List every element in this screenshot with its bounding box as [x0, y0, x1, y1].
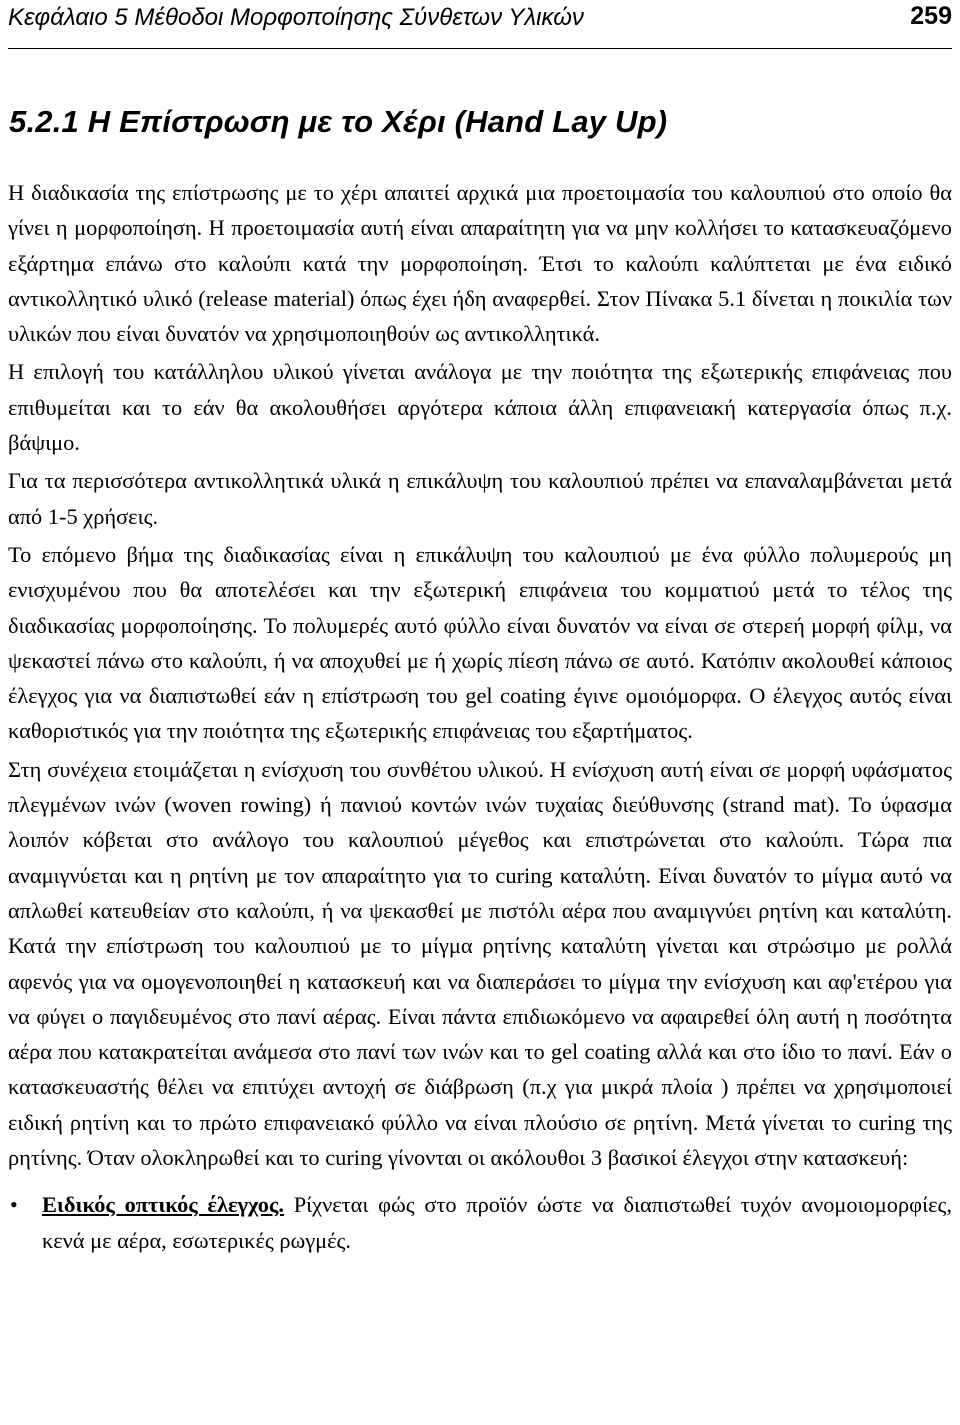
paragraph-material-selection: Η επιλογή του κατάλληλου υλικού γίνεται ανάλογα με την ποιότητα της εξωτερικής επιφάνειας που επιθυμείται και το εάν θα ακολουθήσει αργότερα κάποια άλλη επιφανειακή κατεργασία όπως π.χ. βάψιμο.: [8, 359, 952, 456]
chapter-title: Κεφάλαιο 5 Μέθοδοι Μορφοποίησης Σύνθετων Υλικών: [8, 4, 584, 31]
paragraph-mold-preparation: Η διαδικασία της επίστρωσης με το χέρι απαιτεί αρχικά μια προετοιμασία του καλουπιού στο οποίο θα γίνει η μορφοποίηση. Η προετοιμασία αυτή είναι απαραίτητη για να μην κολλήσει το κατασκευαζόμενο εξάρτημα επάνω στο καλούπι κατά την μορφοποίηση. Έτσι το καλούπι καλύπτεται με ένα ειδικό αντικολλητικό υλικό (release material) όπως έχει ήδη αναφερθεί. Στον Πίνακα 5.1 δίνεται η ποικιλία των υλικών που είναι δυνατόν να χρησιμοποιηθούν ως αντικολλητικά.: [8, 180, 952, 347]
check-term: Ειδικός οπτικός έλεγχος.: [42, 1192, 284, 1218]
section-heading: 5.2.1 Η Επίστρωση με το Χέρι (Hand Lay Up): [9, 104, 668, 139]
checks-list: [8, 1187, 952, 1258]
document-page: [8, 0, 952, 1425]
bullet-icon: •: [10, 1192, 18, 1218]
list-item: [8, 1187, 952, 1258]
paragraph-reapplication: Για τα περισσότερα αντικολλητικά υλικά η επικάλυψη του καλουπιού πρέπει να επαναλαμβάνεται μετά από 1-5 χρήσεις.: [8, 468, 952, 529]
check-description: Ρίχνεται φώς στο προϊόν ώστε να διαπιστωθεί τυχόν ανομοιομορφίες, κενά με αέρα, εσωτερικές ρωγμές.: [42, 1192, 952, 1253]
page-number: 259: [910, 2, 952, 30]
paragraph-reinforcement: Στη συνέχεια ετοιμάζεται η ενίσχυση του συνθέτου υλικού. Η ενίσχυση αυτή είναι σε μορφή υφάσματος πλεγμένων ινών (woven rowing) ή πανιού κοντών ινών τυχαίας διεύθυνσης (strand mat). Το ύφασμα λοιπόν κόβεται στο ανάλογο του καλουπιού μέγεθος και επιστρώνεται στο καλούπι. Τώρα πια αναμιγνύεται και η ρητίνη με τον απαραίτητο για το curing καταλύτη. Είναι δυνατόν το μίγμα αυτό να απλωθεί κατευθείαν στο καλούπι, ή να ψεκασθεί με πιστόλι αέρα που αναμιγνύει ρητίνη και καταλύτη. Κατά την επίστρωση του καλουπιού με το μίγμα ρητίνης καταλύτη γίνεται και στρώσιμο με ρολλά αφενός για να ομογενοποιηθεί η κατασκευή και να διαπεράσει το μίγμα την ενίσχυση και αφ'ετέρου για να φύγει ο παγιδευμένος στο πανί αέρας. Είναι πάντα επιδιωκόμενο να αφαιρεθεί όλη αυτή η ποσότητα αέρα που κατακρατείται ανάμεσα στο πανί των ινών και το gel coating αλλά και στο ίδιο το πανί. Εάν ο κατασκευαστής θέλει να επιτύχει αντοχή σε διάβρωση (π.χ για μικρά πλοία ) πρέπει να χρησιμοποιεί ειδική ρητίνη και το πρώτο επιφανειακό φύλλο να είναι πλούσιο σε ρητίνη. Μετά γίνεται το curing της ρητίνης. Όταν ολοκληρωθεί και το curing γίνονται οι ακόλουθοι 3 βασικοί έλεγχοι στην κατασκευή:: [8, 756, 952, 1171]
paragraph-gel-coat: Το επόμενο βήμα της διαδικασίας είναι η επικάλυψη του καλουπιού με ένα φύλλο πολυμερούς μη ενισχυμένου που θα αποτελέσει και την εξωτερική επιφάνεια του κομματιού μετά το τέλος της διαδικασίας μορφοποίησης. Το πολυμερές αυτό φύλλο είναι δυνατόν να είναι σε στερεή μορφή φίλμ, να ψεκαστεί πάνω στο καλούπι, ή να αποχυθεί με ή χωρίς πίεση πάνω σε αυτό. Κατόπιν ακολουθεί κάποιος έλεγχος για να διαπιστωθεί εάν η επίστρωση του gel coating έγινε ομοιόμορφα. Ο έλεγχος αυτός είναι καθοριστικός για την ποιότητα της εξωτερικής επιφάνειας του εξαρτήματος.: [8, 541, 952, 744]
body-text: [8, 175, 952, 1258]
running-header: [8, 0, 952, 49]
